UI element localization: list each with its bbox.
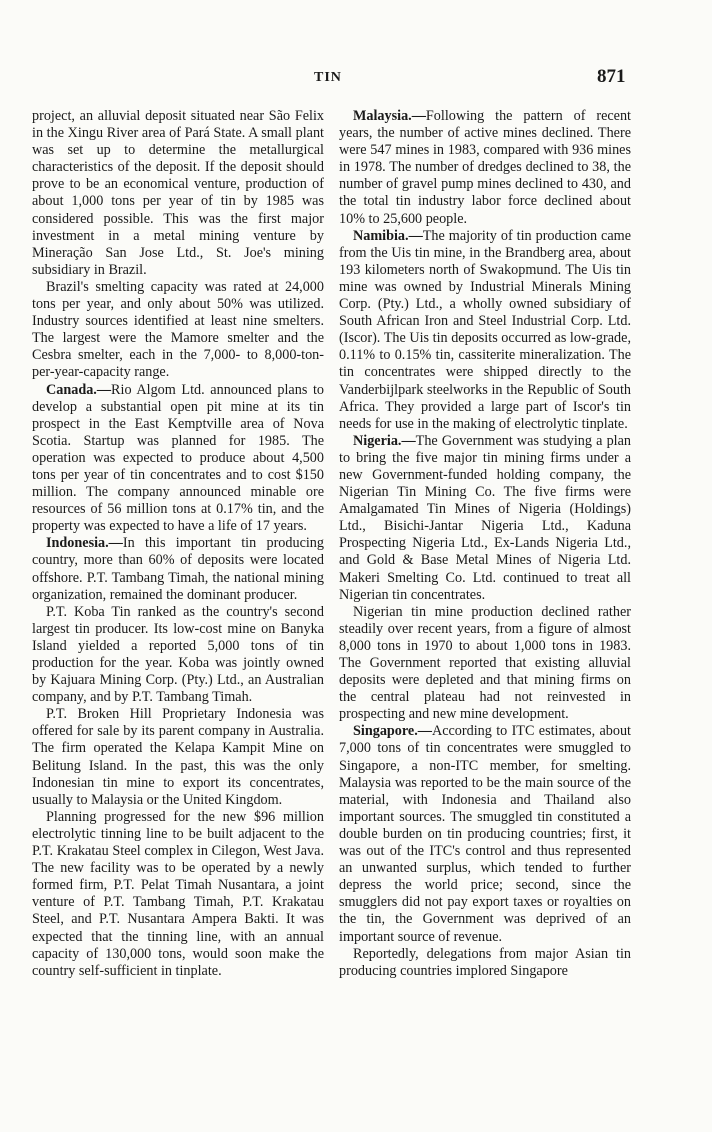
paragraph: P.T. Koba Tin ranked as the country's second largest tin producer. Its low-cost mine on Banyka Island yielded a reported 5,000 tons of tin production for the year. Koba was jointly owned by Kajuara Mining Corp. (Pty.) Ltd., an Australian company, and by P.T. Tambang Timah. [32, 603, 324, 706]
paragraph-canada: Canada.—Rio Algom Ltd. announced plans to develop a substantial open pit mine at its tin prospect in the East Kemptville area of Nova Scotia. Startup was planned for 1985. The operation was expected to produce about 4,500 tons per year of tin concentrates and to cost $150 million. The company announced minable ore resources of 56 million tons at 0.17% tin, and the property was expected to have a life of 17 years. [32, 381, 324, 535]
page-header [0, 66, 712, 90]
section-heading: Malaysia.— [353, 108, 426, 124]
paragraph-singapore: Singapore.—According to ITC estimates, about 7,000 tons of tin concentrates were smuggled to Singapore, a non-ITC member, for smelting. Malaysia was reported to be the main source of the material, with Indonesia and Thailand also important sources. The smuggled tin constituted a double burden on tin producing countries; first, it was out of the ITC's control and thus represented an unwanted surplus, which tended to further depress the world price; second, since the smugglers did not pay export taxes or royalties on the tin, the Government was deprived of an important source of revenue. [339, 723, 631, 945]
paragraph-malaysia: Malaysia.—Following the pattern of recent years, the number of active mines declined. There were 547 mines in 1983, compared with 936 mines in 1978. The number of dredges declined to 38, the number of gravel pump mines declined to 430, and the total tin industry labor force declined about 10% to 25,600 people. [339, 108, 631, 227]
paragraph-namibia: Namibia.—The majority of tin production came from the Uis tin mine, in the Brandberg area, about 193 kilometers north of Swakopmund. The Uis tin mine was owned by Industrial Minerals Mining Corp. (Pty.) Ltd., a wholly owned subsidiary of South African Iron and Steel Industrial Corp. Ltd. (Iscor). The Uis tin deposits occurred as low-grade, 0.11% to 0.15% tin, cassiterite mineralization. The tin concentrates were shipped directly to the Vanderbijlpark steelworks in the Republic of South Africa. They provided a large part of Iscor's tin needs for use in the making of electrolytic tinplate. [339, 227, 631, 432]
paragraph-nigeria: Nigeria.—The Government was studying a plan to bring the five major tin mining firms under a new Government-funded holding company, the Nigerian Tin Mining Co. The five firms were Amalgamated Tin Mines of Nigeria (Holdings) Ltd., Bisichi-Jantar Nigeria Ltd., Kaduna Prospecting Nigeria Ltd., Ex-Lands Nigeria Ltd., and Gold & Base Metal Mines of Nigeria Ltd. Makeri Smelting Co. Ltd. continued to treat all Nigerian tin concentrates. [339, 432, 631, 603]
paragraph: Brazil's smelting capacity was rated at 24,000 tons per year, and only about 50% was utilized. Industry sources identified at least nine smelters. The largest were the Mamore smelter and the Cesbra smelter, each in the 7,000- to 8,000-ton-per-year-capacity range. [32, 278, 324, 381]
page-number: 871 [597, 66, 626, 87]
right-column [339, 108, 631, 980]
section-heading: Nigeria.— [353, 432, 416, 449]
paragraph: Nigerian tin mine production declined rather steadily over recent years, from a figure of almost 8,000 tons in 1970 to about 1,000 tons in 1983. The Government reported that existing alluvial deposits were depleted and that mining firms on the central plateau had not reinvested in prospecting and new mine development. [339, 603, 631, 723]
section-heading: Indonesia.— [46, 535, 123, 552]
paragraph: Planning progressed for the new $96 million electrolytic tinning line to be built adjacent to the P.T. Krakatau Steel complex in Cilegon, West Java. The new facility was to be operated by a newly formed firm, P.T. Pelat Timah Nusantara, a joint venture of P.T. Tambang Timah, P.T. Krakatau Steel, and P.T. Nusantara Ampera Bakti. It was expected that the tinning line, with an annual capacity of 130,000 tons, would soon make the country self-sufficient in tinplate. [32, 808, 324, 979]
running-title: TIN [314, 70, 342, 85]
section-heading: Namibia.— [353, 227, 423, 244]
left-column [32, 108, 324, 980]
paragraph: project, an alluvial deposit situated near São Felix in the Xingu River area of Pará State. A small plant was set up to determine the metallurgical characteristics of the deposit. If the deposit should prove to be an economical venture, production of about 1,000 tons per year of tin by 1985 was considered possible. This was the first major investment in a metal mining venture by Mineração San Jose Ltd., St. Joe's mining subsidiary in Brazil. [32, 108, 324, 278]
section-heading: Canada.— [46, 381, 112, 398]
paragraph: Reportedly, delegations from major Asian tin producing countries implored Singapore [339, 945, 631, 979]
section-heading: Singapore.— [353, 723, 432, 740]
paragraph: P.T. Broken Hill Proprietary Indonesia was offered for sale by its parent company in Australia. The firm operated the Kelapa Kampit Mine on Belitung Island. In the past, this was the only Indonesian tin mine to export its concentrates, usually to Malaysia or the United Kingdom. [32, 706, 324, 808]
paragraph-indonesia: Indonesia.—In this important tin producing country, more than 60% of deposits were located offshore. P.T. Tambang Timah, the national mining organization, remained the dominant producer. [32, 535, 324, 603]
